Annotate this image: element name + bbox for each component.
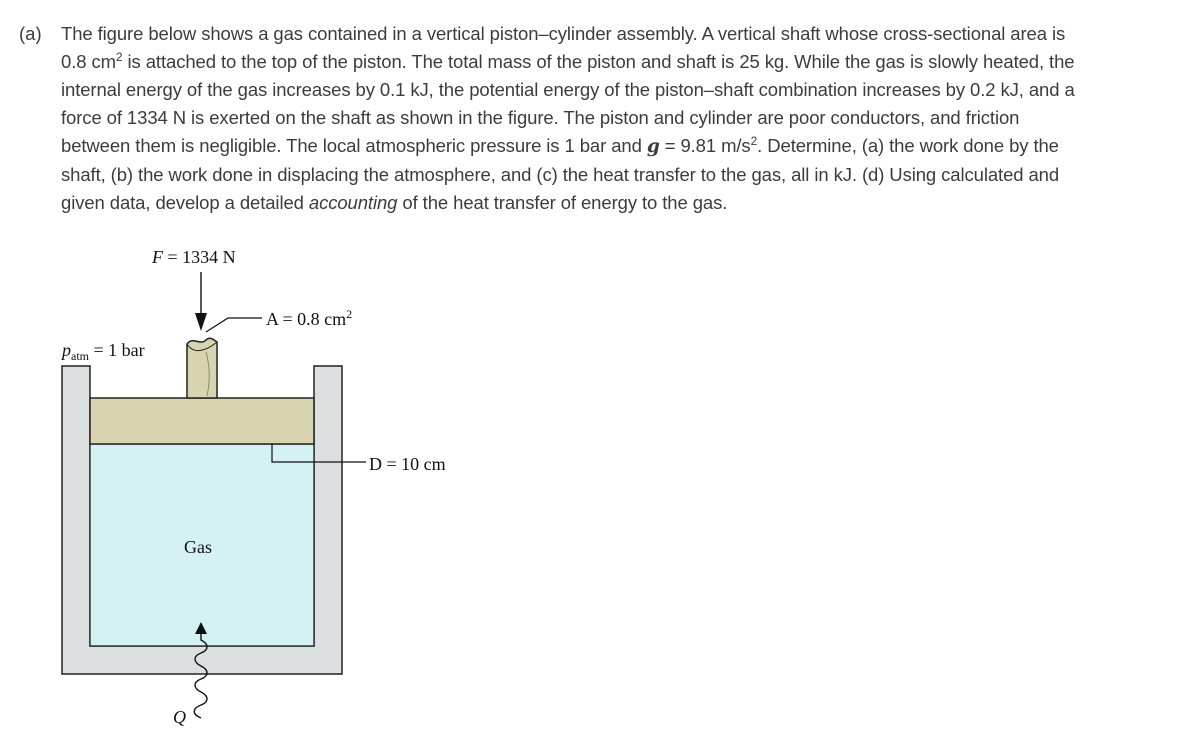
force-symbol: F	[152, 247, 163, 267]
problem-line-4: force of 1334 N is exerted on the shaft as shown in the figure. The piston and cylinder are poor conductors, and friction	[61, 107, 1020, 128]
area-value: A = 0.8 cm	[266, 309, 347, 329]
problem-line-5-part-c: . Determine, (a) the work done by the	[757, 135, 1059, 156]
area-leader-line	[206, 318, 262, 332]
problem-line-7-emphasis: accounting	[308, 192, 398, 213]
problem-line-3: internal energy of the gas increases by 0.1 kJ, the potential energy of the piston–shaft combination increases by 0.2 kJ, and a	[61, 79, 1075, 100]
problem-line-6: shaft, (b) the work done in displacing the atmosphere, and (c) the heat transfer to the gas, all in kJ. (d) Using calculated and	[61, 164, 1060, 185]
problem-line-5-part-a: between them is negligible. The local atmospheric pressure is 1 bar and	[61, 135, 647, 156]
force-value: = 1334 N	[163, 247, 236, 267]
area-label	[266, 307, 352, 329]
problem-line-2-part-a: 0.8 cm	[61, 51, 116, 72]
problem-line-1: The figure below shows a gas contained in a vertical piston–cylinder assembly. A vertical shaft whose cross-sectional area is	[61, 23, 1066, 44]
area-superscript: 2	[346, 307, 353, 321]
problem-label: (a)	[19, 23, 42, 44]
problem-line-7-part-a: given data, develop a detailed	[61, 192, 309, 213]
diameter-label: D = 10 cm	[369, 454, 446, 474]
gravity-symbol: g	[646, 136, 660, 157]
atmospheric-pressure-label	[60, 340, 145, 363]
pressure-symbol: p	[62, 340, 71, 360]
problem-line-5-part-b: = 9.81 m/s	[659, 135, 751, 156]
force-arrow-head	[195, 313, 207, 331]
pressure-value: = 1 bar	[89, 340, 145, 360]
pressure-subscript: atm	[71, 349, 89, 363]
piston	[90, 398, 314, 444]
problem-line-2-superscript: 2	[115, 50, 123, 64]
force-label	[151, 247, 236, 267]
shaft	[187, 338, 217, 398]
heat-symbol: Q	[173, 707, 186, 727]
gas-label: Gas	[184, 537, 212, 557]
problem-line-7-part-b: of the heat transfer of energy to the gas.	[397, 192, 728, 213]
problem-line-2-part-b: is attached to the top of the piston. The total mass of the piston and shaft is 25 kg. While the gas is slowly heated, the	[122, 51, 1075, 72]
problem-line-5-superscript: 2	[750, 134, 758, 148]
